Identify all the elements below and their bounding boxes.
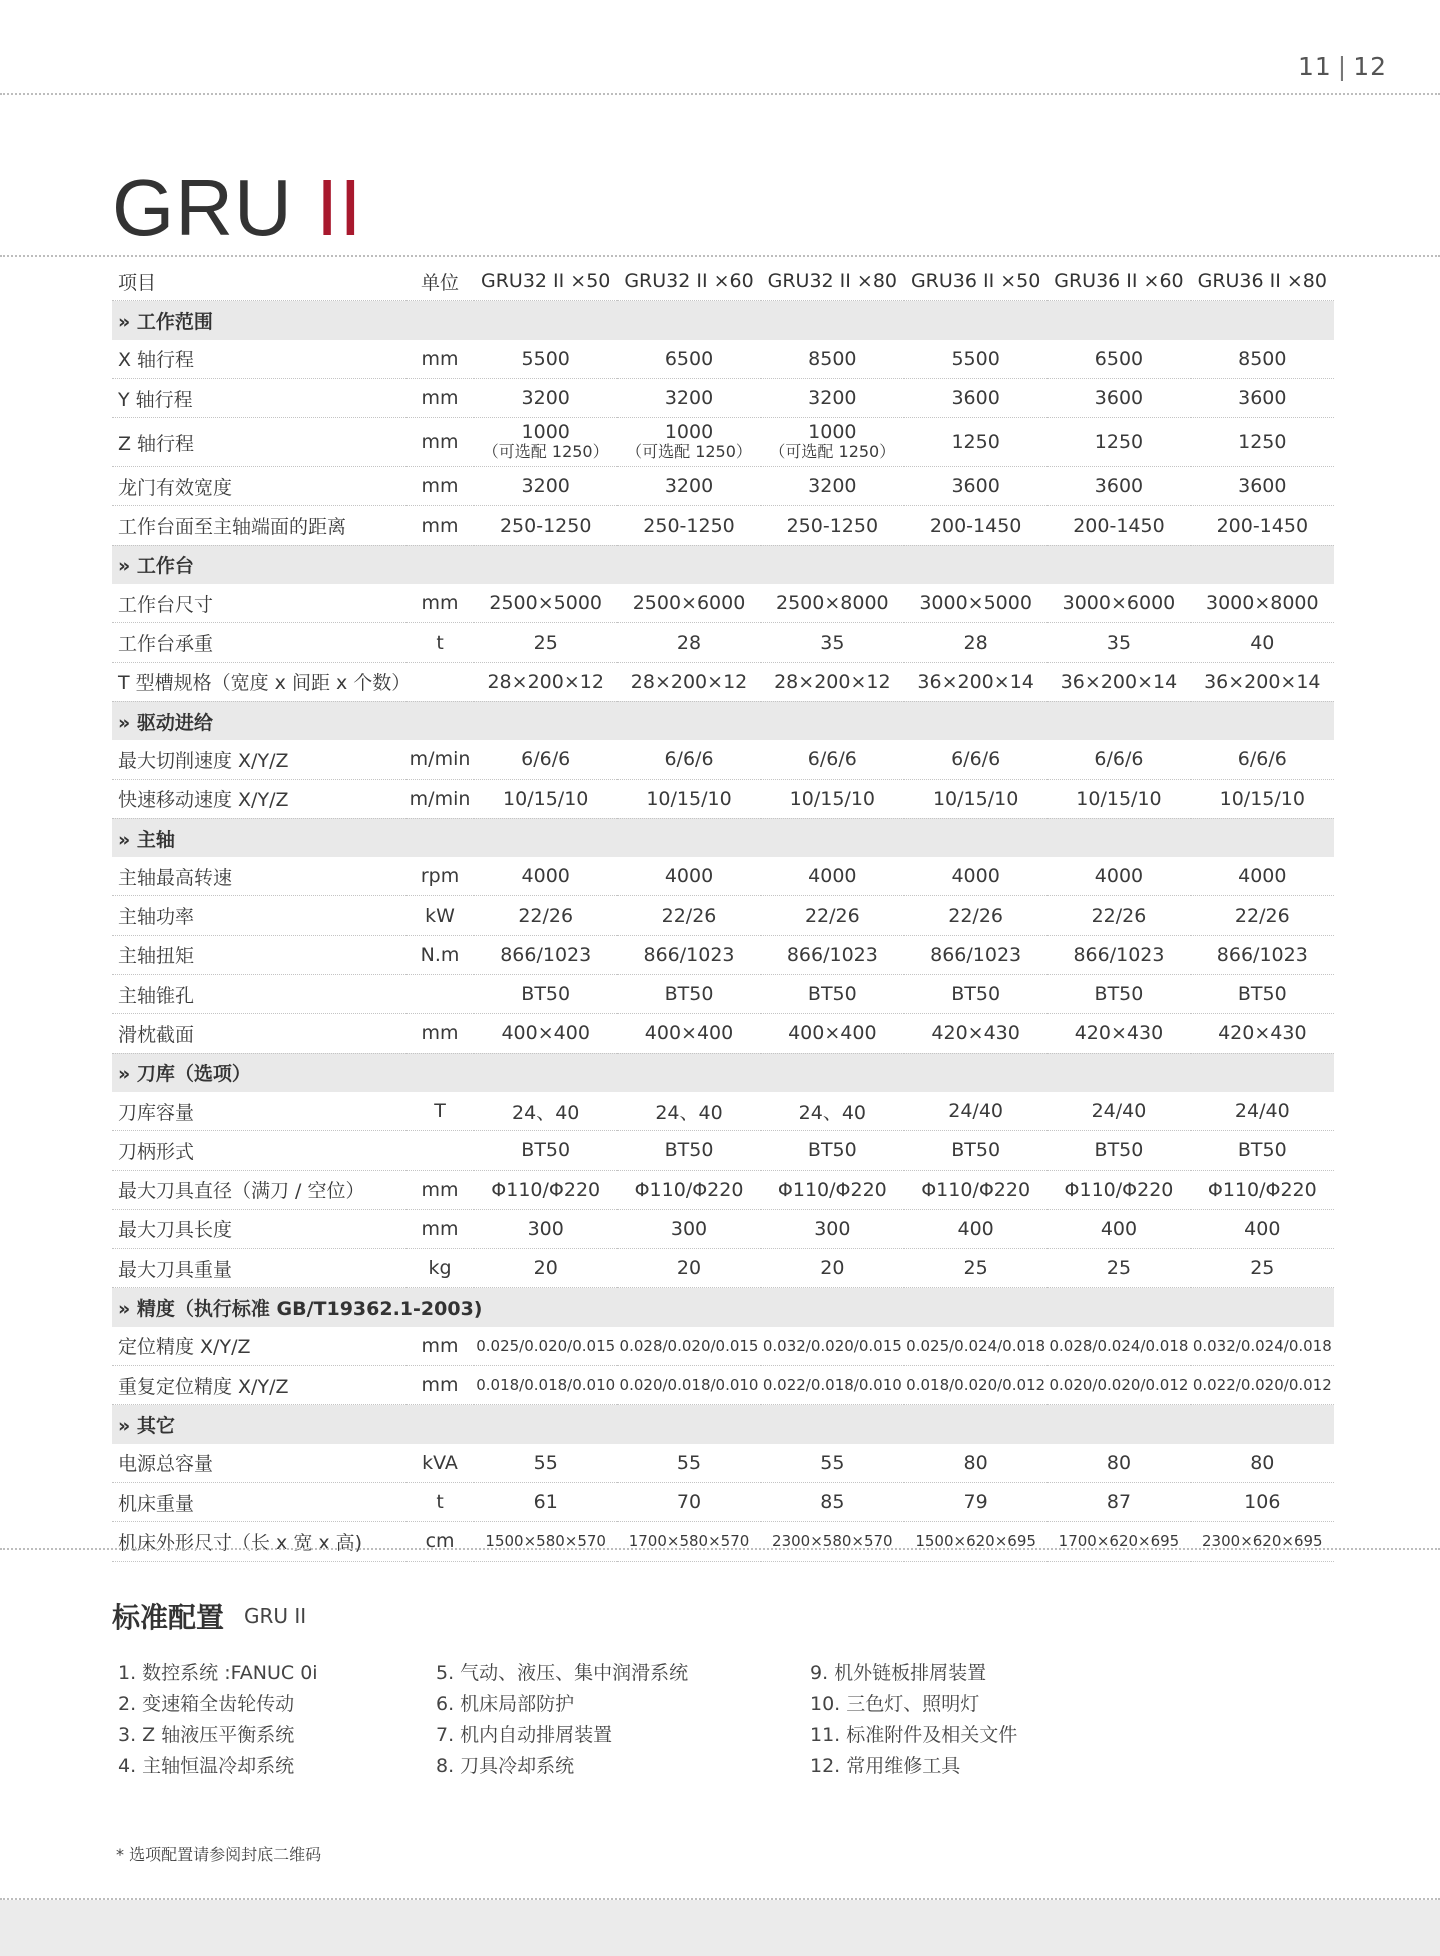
top-divider (0, 93, 1440, 95)
table-row (112, 1014, 1334, 1053)
row-unit: mm (406, 378, 474, 417)
row-label: 最大刀具重量 (112, 1249, 406, 1288)
cell-value: 0.028/0.020/0.015 (617, 1327, 760, 1366)
cell-value (474, 418, 617, 467)
cell-value: 28×200×12 (474, 662, 617, 701)
table-row (112, 935, 1334, 974)
cell-value: 3200 (474, 378, 617, 417)
list-item: 2. 变速箱全齿轮传动 (118, 1693, 295, 1715)
cell-value: 61 (474, 1482, 617, 1521)
cell-value: 3600 (1191, 378, 1334, 417)
table-row (112, 1131, 1334, 1170)
cell-value: 1500×620×695 (904, 1522, 1047, 1561)
cell-value: BT50 (617, 1131, 760, 1170)
cell-value: 0.020/0.018/0.010 (617, 1366, 760, 1405)
cell-value: 400 (1047, 1209, 1190, 1248)
row-label: 主轴锥孔 (112, 975, 406, 1014)
cell-value: BT50 (1191, 1131, 1334, 1170)
header-model: GRU32 II ×80 (761, 262, 904, 301)
cell-value: 10/15/10 (904, 779, 1047, 818)
cell-value: 106 (1191, 1482, 1334, 1521)
cell-value: 85 (761, 1482, 904, 1521)
row-label: Z 轴行程 (112, 418, 406, 467)
cell-value: 28 (617, 623, 760, 662)
cell-value: 36×200×14 (904, 662, 1047, 701)
row-label: 主轴最高转速 (112, 857, 406, 896)
cell-value: 3200 (474, 467, 617, 506)
row-label: 快速移动速度 X/Y/Z (112, 779, 406, 818)
table-row (112, 623, 1334, 662)
section-row (112, 1288, 1334, 1327)
section-title: » 刀库（选项） (112, 1053, 1334, 1092)
table-row (112, 1522, 1334, 1561)
row-unit: cm (406, 1522, 474, 1561)
table-row (112, 1327, 1334, 1366)
row-label: 工作台尺寸 (112, 584, 406, 623)
row-unit: kW (406, 896, 474, 935)
list-item: 10. 三色灯、照明灯 (810, 1693, 980, 1715)
table-row (112, 467, 1334, 506)
cell-value: 4000 (474, 857, 617, 896)
cell-value: 400×400 (617, 1014, 760, 1053)
row-unit: m/min (406, 779, 474, 818)
list-item: 8. 刀具冷却系统 (436, 1755, 575, 1777)
cell-value: 400 (1191, 1209, 1334, 1248)
cell-value: 3600 (1047, 467, 1190, 506)
cell-value: BT50 (904, 975, 1047, 1014)
row-unit: mm (406, 418, 474, 467)
cell-value: 866/1023 (474, 935, 617, 974)
cell-value: BT50 (1047, 1131, 1190, 1170)
cell-value: BT50 (474, 975, 617, 1014)
cell-value: 420×430 (904, 1014, 1047, 1053)
list-item: 6. 机床局部防护 (436, 1693, 575, 1715)
cell-value (617, 418, 760, 467)
row-unit: N.m (406, 935, 474, 974)
table-row (112, 896, 1334, 935)
row-unit: mm (406, 506, 474, 545)
cell-value: 2300×580×570 (761, 1522, 904, 1561)
cell-value: 22/26 (474, 896, 617, 935)
cell-value: 6/6/6 (904, 740, 1047, 779)
table-row (112, 1482, 1334, 1521)
row-label: 刀柄形式 (112, 1131, 406, 1170)
list-item: 5. 气动、液压、集中润滑系统 (436, 1662, 689, 1684)
section-title: » 其它 (112, 1405, 1334, 1444)
cell-value: 22/26 (1047, 896, 1190, 935)
cell-value: 3000×6000 (1047, 584, 1190, 623)
cell-value: 20 (761, 1249, 904, 1288)
cell-value: 8500 (1191, 340, 1334, 379)
list-item: 4. 主轴恒温冷却系统 (118, 1755, 295, 1777)
section-title: » 驱动进给 (112, 701, 1334, 740)
table-row (112, 506, 1334, 545)
cell-value: Φ110/Φ220 (474, 1170, 617, 1209)
row-label: 龙门有效宽度 (112, 467, 406, 506)
cell-value: 3600 (904, 467, 1047, 506)
table-row (112, 857, 1334, 896)
cell-value: 10/15/10 (1191, 779, 1334, 818)
cell-value: BT50 (474, 1131, 617, 1170)
cell-value: 3600 (1047, 378, 1190, 417)
cell-value: 24/40 (1047, 1092, 1190, 1131)
cell-value: 0.020/0.020/0.012 (1047, 1366, 1190, 1405)
cell-value: BT50 (1191, 975, 1334, 1014)
row-label: X 轴行程 (112, 340, 406, 379)
cell-value: BT50 (617, 975, 760, 1014)
cell-value: 35 (1047, 623, 1190, 662)
cell-main-value: 1000 (664, 421, 714, 444)
cell-value: 1250 (1191, 418, 1334, 467)
cell-value: 3000×5000 (904, 584, 1047, 623)
cell-value: 80 (904, 1444, 1047, 1483)
cell-value: 866/1023 (904, 935, 1047, 974)
cell-value: 866/1023 (1191, 935, 1334, 974)
cell-value: 36×200×14 (1047, 662, 1190, 701)
cell-value: 22/26 (617, 896, 760, 935)
cell-value: 3600 (1191, 467, 1334, 506)
cell-value: 6/6/6 (1047, 740, 1190, 779)
cell-value: 200-1450 (1047, 506, 1190, 545)
table-row (112, 378, 1334, 417)
page-number-right: 12 (1353, 52, 1387, 81)
standard-config-list (118, 1658, 318, 1782)
row-unit (406, 662, 474, 701)
cell-value: 3200 (761, 378, 904, 417)
section-title: » 工作台 (112, 545, 1334, 584)
title-accent: II (316, 163, 363, 252)
cell-value: 6/6/6 (617, 740, 760, 779)
cell-value: 28×200×12 (617, 662, 760, 701)
section-title: » 工作范围 (112, 301, 1334, 340)
cell-value: 400 (904, 1209, 1047, 1248)
row-label: 重复定位精度 X/Y/Z (112, 1366, 406, 1405)
row-unit: t (406, 623, 474, 662)
header-model: GRU32 II ×50 (474, 262, 617, 301)
cell-value: 10/15/10 (761, 779, 904, 818)
cell-value: 6500 (1047, 340, 1190, 379)
row-label: 刀库容量 (112, 1092, 406, 1131)
table-row (112, 1249, 1334, 1288)
cell-value: 0.025/0.024/0.018 (904, 1327, 1047, 1366)
cell-value: 3000×8000 (1191, 584, 1334, 623)
cell-value: 4000 (1047, 857, 1190, 896)
cell-value: 79 (904, 1482, 1047, 1521)
row-label: 机床重量 (112, 1482, 406, 1521)
cell-value: 2300×620×695 (1191, 1522, 1334, 1561)
cell-value: 22/26 (761, 896, 904, 935)
cell-value: Φ110/Φ220 (904, 1170, 1047, 1209)
cell-value: 55 (761, 1444, 904, 1483)
cell-value: 10/15/10 (617, 779, 760, 818)
row-unit: mm (406, 1014, 474, 1053)
row-label: 主轴功率 (112, 896, 406, 935)
row-label: Y 轴行程 (112, 378, 406, 417)
spec-table-body (112, 301, 1334, 1561)
cell-value: 300 (474, 1209, 617, 1248)
cell-value: BT50 (1047, 975, 1190, 1014)
cell-value: 3200 (617, 378, 760, 417)
cell-value: 0.018/0.018/0.010 (474, 1366, 617, 1405)
cell-value: 420×430 (1047, 1014, 1190, 1053)
cell-value: BT50 (761, 975, 904, 1014)
cell-value: 10/15/10 (474, 779, 617, 818)
cell-value: 0.025/0.020/0.015 (474, 1327, 617, 1366)
table-row (112, 1209, 1334, 1248)
cell-value: 300 (761, 1209, 904, 1248)
table-row (112, 975, 1334, 1014)
table-row (112, 740, 1334, 779)
spec-table (112, 262, 1334, 1562)
cell-value: 20 (474, 1249, 617, 1288)
cell-value: 20 (617, 1249, 760, 1288)
row-label: 机床外形尺寸（长 x 宽 x 高) (112, 1522, 406, 1561)
cell-value: 866/1023 (1047, 935, 1190, 974)
row-unit: mm (406, 467, 474, 506)
row-label: 工作台承重 (112, 623, 406, 662)
row-unit: T (406, 1092, 474, 1131)
cell-note: （可选配 1250） (769, 442, 896, 462)
cell-value: 400×400 (474, 1014, 617, 1053)
table-row (112, 1170, 1334, 1209)
row-unit: mm (406, 1209, 474, 1248)
cell-value: 35 (761, 623, 904, 662)
row-unit: mm (406, 340, 474, 379)
table-row (112, 418, 1334, 467)
page-number-separator: | (1337, 52, 1348, 81)
table-row (112, 584, 1334, 623)
cell-value: 400×400 (761, 1014, 904, 1053)
cell-value: Φ110/Φ220 (617, 1170, 760, 1209)
cell-value: 0.022/0.018/0.010 (761, 1366, 904, 1405)
list-item: 9. 机外链板排屑装置 (810, 1662, 987, 1684)
cell-value: 0.032/0.020/0.015 (761, 1327, 904, 1366)
table-bottom-divider (0, 1548, 1440, 1550)
cell-value: 24、40 (617, 1092, 760, 1131)
row-label: 主轴扭矩 (112, 935, 406, 974)
cell-value: 28×200×12 (761, 662, 904, 701)
standard-config-list (436, 1658, 688, 1782)
cell-value: 300 (617, 1209, 760, 1248)
header-item: 项目 (112, 262, 406, 301)
cell-value: 2500×8000 (761, 584, 904, 623)
row-label: 定位精度 X/Y/Z (112, 1327, 406, 1366)
cell-value (761, 418, 904, 467)
cell-value: 200-1450 (904, 506, 1047, 545)
cell-value: 0.028/0.024/0.018 (1047, 1327, 1190, 1366)
cell-value: 70 (617, 1482, 760, 1521)
cell-value: 250-1250 (761, 506, 904, 545)
cell-value: 6/6/6 (761, 740, 904, 779)
cell-value: 5500 (474, 340, 617, 379)
header-unit: 单位 (406, 262, 474, 301)
table-row (112, 1366, 1334, 1405)
cell-value: 4000 (761, 857, 904, 896)
header-model: GRU36 II ×80 (1191, 262, 1334, 301)
cell-value: 25 (904, 1249, 1047, 1288)
cell-value: 25 (1191, 1249, 1334, 1288)
section-title: » 精度（执行标准 GB/T19362.1-2003) (112, 1288, 1334, 1327)
cell-value: 22/26 (904, 896, 1047, 935)
title-divider (0, 255, 1440, 257)
cell-value: 866/1023 (761, 935, 904, 974)
cell-value: 1500×580×570 (474, 1522, 617, 1561)
cell-value: 1700×620×695 (1047, 1522, 1190, 1561)
page-number (1298, 52, 1387, 81)
cell-value: 55 (617, 1444, 760, 1483)
cell-value: 87 (1047, 1482, 1190, 1521)
row-unit: kg (406, 1249, 474, 1288)
row-unit: kVA (406, 1444, 474, 1483)
cell-value: 0.022/0.020/0.012 (1191, 1366, 1334, 1405)
cell-value: BT50 (904, 1131, 1047, 1170)
table-row (112, 1444, 1334, 1483)
standard-config-title: 标准配置 (112, 1601, 225, 1634)
cell-value: 0.018/0.020/0.012 (904, 1366, 1047, 1405)
table-row (112, 779, 1334, 818)
row-unit: mm (406, 584, 474, 623)
row-unit (406, 1131, 474, 1170)
title-main: GRU (112, 163, 293, 252)
cell-value: 80 (1191, 1444, 1334, 1483)
list-item: 7. 机内自动排屑装置 (436, 1724, 613, 1746)
cell-value: 28 (904, 623, 1047, 662)
footnote: * 选项配置请参阅封底二维码 (116, 1845, 322, 1864)
section-title: » 主轴 (112, 818, 1334, 857)
section-row (112, 545, 1334, 584)
cell-value: 25 (1047, 1249, 1190, 1288)
list-item: 12. 常用维修工具 (810, 1755, 961, 1777)
header-model: GRU32 II ×60 (617, 262, 760, 301)
row-unit: mm (406, 1170, 474, 1209)
cell-value: 200-1450 (1191, 506, 1334, 545)
cell-value: 6500 (617, 340, 760, 379)
row-unit: m/min (406, 740, 474, 779)
standard-config-subtitle: GRU II (244, 1604, 307, 1628)
page-title (112, 163, 363, 252)
cell-value: 4000 (617, 857, 760, 896)
header-model: GRU36 II ×60 (1047, 262, 1190, 301)
cell-value: 6/6/6 (1191, 740, 1334, 779)
table-row (112, 662, 1334, 701)
cell-value: 80 (1047, 1444, 1190, 1483)
cell-value: 36×200×14 (1191, 662, 1334, 701)
cell-value: 3200 (617, 467, 760, 506)
row-label: 工作台面至主轴端面的距离 (112, 506, 406, 545)
cell-value: 40 (1191, 623, 1334, 662)
cell-value: 866/1023 (617, 935, 760, 974)
list-item: 3. Z 轴液压平衡系统 (118, 1724, 295, 1746)
row-label: 滑枕截面 (112, 1014, 406, 1053)
section-row (112, 701, 1334, 740)
cell-value: 4000 (1191, 857, 1334, 896)
row-label: 最大刀具直径（满刀 / 空位） (112, 1170, 406, 1209)
cell-value: 3600 (904, 378, 1047, 417)
cell-value: 25 (474, 623, 617, 662)
cell-value: 2500×5000 (474, 584, 617, 623)
cell-value: Φ110/Φ220 (1191, 1170, 1334, 1209)
cell-value: 6/6/6 (474, 740, 617, 779)
row-unit: t (406, 1482, 474, 1521)
cell-value: 24、40 (761, 1092, 904, 1131)
section-row (112, 1405, 1334, 1444)
section-row (112, 301, 1334, 340)
cell-value: 250-1250 (474, 506, 617, 545)
cell-value: 24/40 (904, 1092, 1047, 1131)
cell-value: 2500×6000 (617, 584, 760, 623)
cell-value: Φ110/Φ220 (761, 1170, 904, 1209)
cell-value: 5500 (904, 340, 1047, 379)
standard-config-list (810, 1658, 1017, 1782)
row-unit (406, 975, 474, 1014)
cell-value: 24、40 (474, 1092, 617, 1131)
cell-value: 8500 (761, 340, 904, 379)
table-header-row (112, 262, 1334, 301)
cell-value: 3200 (761, 467, 904, 506)
header-model: GRU36 II ×50 (904, 262, 1047, 301)
row-unit: mm (406, 1366, 474, 1405)
row-label: 电源总容量 (112, 1444, 406, 1483)
page-number-left: 11 (1297, 52, 1332, 81)
row-unit: rpm (406, 857, 474, 896)
section-row (112, 1053, 1334, 1092)
cell-value: 420×430 (1191, 1014, 1334, 1053)
cell-value: 0.032/0.024/0.018 (1191, 1327, 1334, 1366)
row-unit: mm (406, 1327, 474, 1366)
table-row (112, 340, 1334, 379)
list-item: 1. 数控系统 :FANUC 0i (118, 1662, 318, 1684)
table-row (112, 1092, 1334, 1131)
cell-value: Φ110/Φ220 (1047, 1170, 1190, 1209)
cell-main-value: 1000 (521, 421, 570, 444)
cell-value: 10/15/10 (1047, 779, 1190, 818)
cell-value: 24/40 (1191, 1092, 1334, 1131)
section-row (112, 818, 1334, 857)
cell-value: 250-1250 (617, 506, 760, 545)
cell-value: 22/26 (1191, 896, 1334, 935)
list-item: 11. 标准附件及相关文件 (810, 1724, 1018, 1746)
cell-value: 4000 (904, 857, 1047, 896)
row-label: 最大刀具长度 (112, 1209, 406, 1248)
cell-value: 55 (474, 1444, 617, 1483)
cell-note: （可选配 1250） (482, 442, 609, 462)
cell-value: 1250 (904, 418, 1047, 467)
cell-value: 1250 (1047, 418, 1190, 467)
cell-value: 1700×580×570 (617, 1522, 760, 1561)
cell-main-value: 1000 (808, 421, 857, 444)
row-label: 最大切削速度 X/Y/Z (112, 740, 406, 779)
row-label: T 型槽规格（宽度 x 间距 x 个数） (112, 662, 406, 701)
cell-note: （可选配 1250） (626, 442, 752, 462)
footer-band (0, 1900, 1440, 1956)
cell-value: BT50 (761, 1131, 904, 1170)
